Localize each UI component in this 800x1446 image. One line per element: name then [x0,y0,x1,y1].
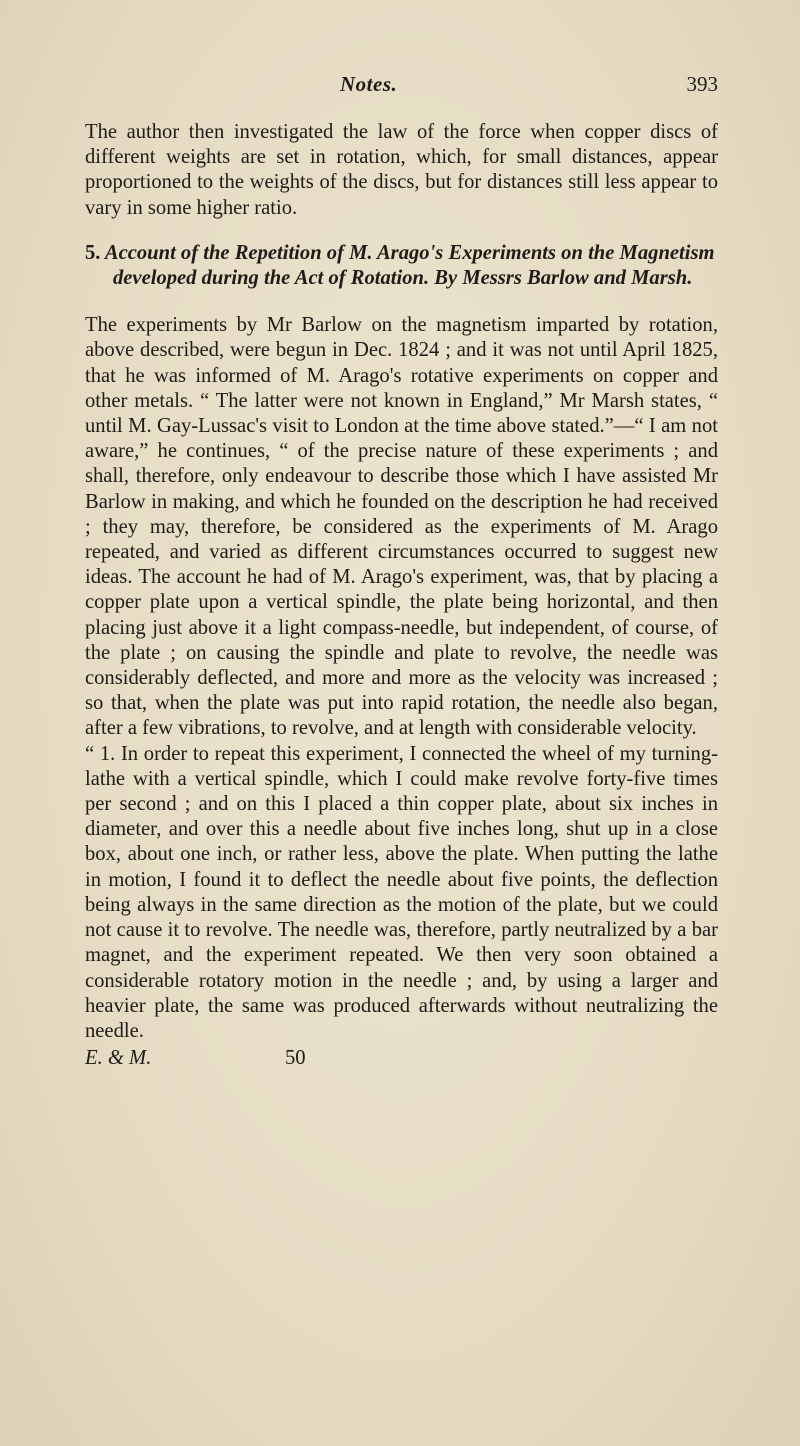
paragraph-law-of-force: The author then investigated the law of the force when copper discs of different weights are set in rotation, which, for small distances, appear proportioned to the weights of the discs, but for distances still less appear to vary in some higher ratio. [85,121,718,219]
signature-line [85,1046,718,1072]
section-title: Account of the Repetition of M. Arago's Experiments on the Magnetism developed during the Act of Rotation. By Messrs Barlow and Marsh. [104,241,715,290]
page-header [0,72,800,102]
paragraph-experiment-1: “ 1. In order to repeat this experiment, I connected the wheel of my turning-lathe with a vertical spindle, which I could make revolve forty-five times per second ; and on this I placed a thin copper plate, about six inches in diameter, and over this a needle about five inches long, shut up in a close box, about one inch, or rather less, above the plate. When putting the lathe in motion, I found it to deflect the needle about five points, the deflection being always in the same direction as the motion of the plate, but we could not cause it to revolve. The needle was, therefore, partly neutralized by a bar magnet, and the experiment repeated. We then very soon obtained a considerable rotatory motion in the needle ; and, by using a larger and heavier plate, the same was produced afterwards without neutralizing the needle. [85,742,718,1042]
running-head: Notes. [340,72,398,96]
sheet-number: 50 [285,1047,306,1070]
signature-mark: E. & M. [85,1047,152,1070]
section-heading [85,241,718,291]
section-number: 5. [85,241,101,264]
body-text [85,120,718,1072]
page-number: 393 [686,72,718,96]
paragraph-barlow-experiments: The experiments by Mr Barlow on the magnetism imparted by rotation, above described, were begun in Dec. 1824 ; and it was not until April 1825, that he was informed of M. Arago's rotative experiments on copper and other metals. “ The latter were not known in England,” Mr Marsh states, “ until M. Gay-Lussac's visit to London at the time above stated.”—“ I am not aware,” he continues, “ of the precise nature of these experiments ; and shall, therefore, only endeavour to describe those which I have assisted Mr Barlow in making, and which he founded on the description he had received ; they may, therefore, be considered as the experiments of M. Arago repeated, and varied as different circumstances occurred to suggest new ideas. The account he had of M. Arago's experiment, was, that by placing a copper plate upon a vertical spindle, the plate being horizontal, and then placing just above it a light compass-needle, but independent, of course, of the plate ; on causing the spindle and plate to revolve, the needle was considerably deflected, and more and more as the velocity was increased ; so that, when the plate was put into rapid rotation, the needle also began, after a few vibrations, to revolve, and at length with considerable velocity. [85,314,718,740]
